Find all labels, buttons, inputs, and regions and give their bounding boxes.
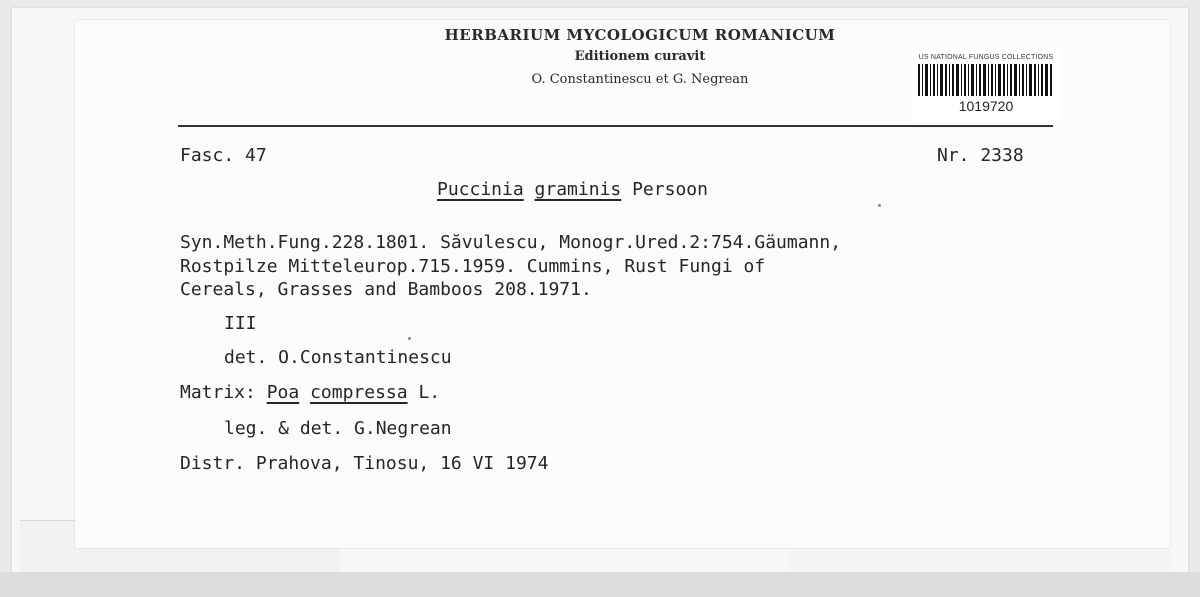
herbarium-subtitle: Editionem curavit xyxy=(574,49,706,64)
determiner: det. O.Constantinescu xyxy=(224,347,452,368)
synonymy-line-1: Syn.Meth.Fung.228.1801. Săvulescu, Monogr.Ured.2:754.Gäumann, xyxy=(180,232,842,253)
taxon-name xyxy=(437,179,708,200)
label-header xyxy=(380,26,900,87)
host-genus: Poa xyxy=(266,382,300,403)
exsiccata-number: Nr. 2338 xyxy=(937,145,1024,166)
host-author: L. xyxy=(418,382,441,403)
herbarium-editors: O. Constantinescu et G. Negrean xyxy=(531,72,749,87)
barcode-label xyxy=(912,48,1060,122)
host-species: compressa xyxy=(310,382,408,403)
fascicle-number: Fasc. 47 xyxy=(180,145,267,166)
taxon-species: graminis xyxy=(534,179,622,200)
header-rule xyxy=(178,125,1053,127)
sheet-bottom-edge xyxy=(0,572,1200,597)
synonymy-line-2: Rostpilze Mitteleurop.715.1959. Cummins, Rust Fungi of xyxy=(180,256,766,277)
matrix-label: Matrix: xyxy=(180,382,256,403)
taxon-genus: Puccinia xyxy=(437,179,524,200)
collector: leg. & det. G.Negrean xyxy=(224,418,452,439)
paper-speck xyxy=(878,204,881,207)
barcode-icon xyxy=(918,64,1054,96)
matrix-host xyxy=(180,382,440,403)
locality-date: Distr. Prahova, Tinosu, 16 VI 1974 xyxy=(180,453,549,474)
barcode-collection: US NATIONAL FUNGUS COLLECTIONS xyxy=(918,54,1054,61)
paper-speck xyxy=(408,337,411,340)
herbarium-title: HERBARIUM MYCOLOGICUM ROMANICUM xyxy=(444,26,836,44)
barcode-number: 1019720 xyxy=(958,98,1014,114)
synonymy-line-3: Cereals, Grasses and Bamboos 208.1971. xyxy=(180,279,592,300)
taxon-author: Persoon xyxy=(632,179,708,200)
spore-stage: III xyxy=(224,313,257,334)
